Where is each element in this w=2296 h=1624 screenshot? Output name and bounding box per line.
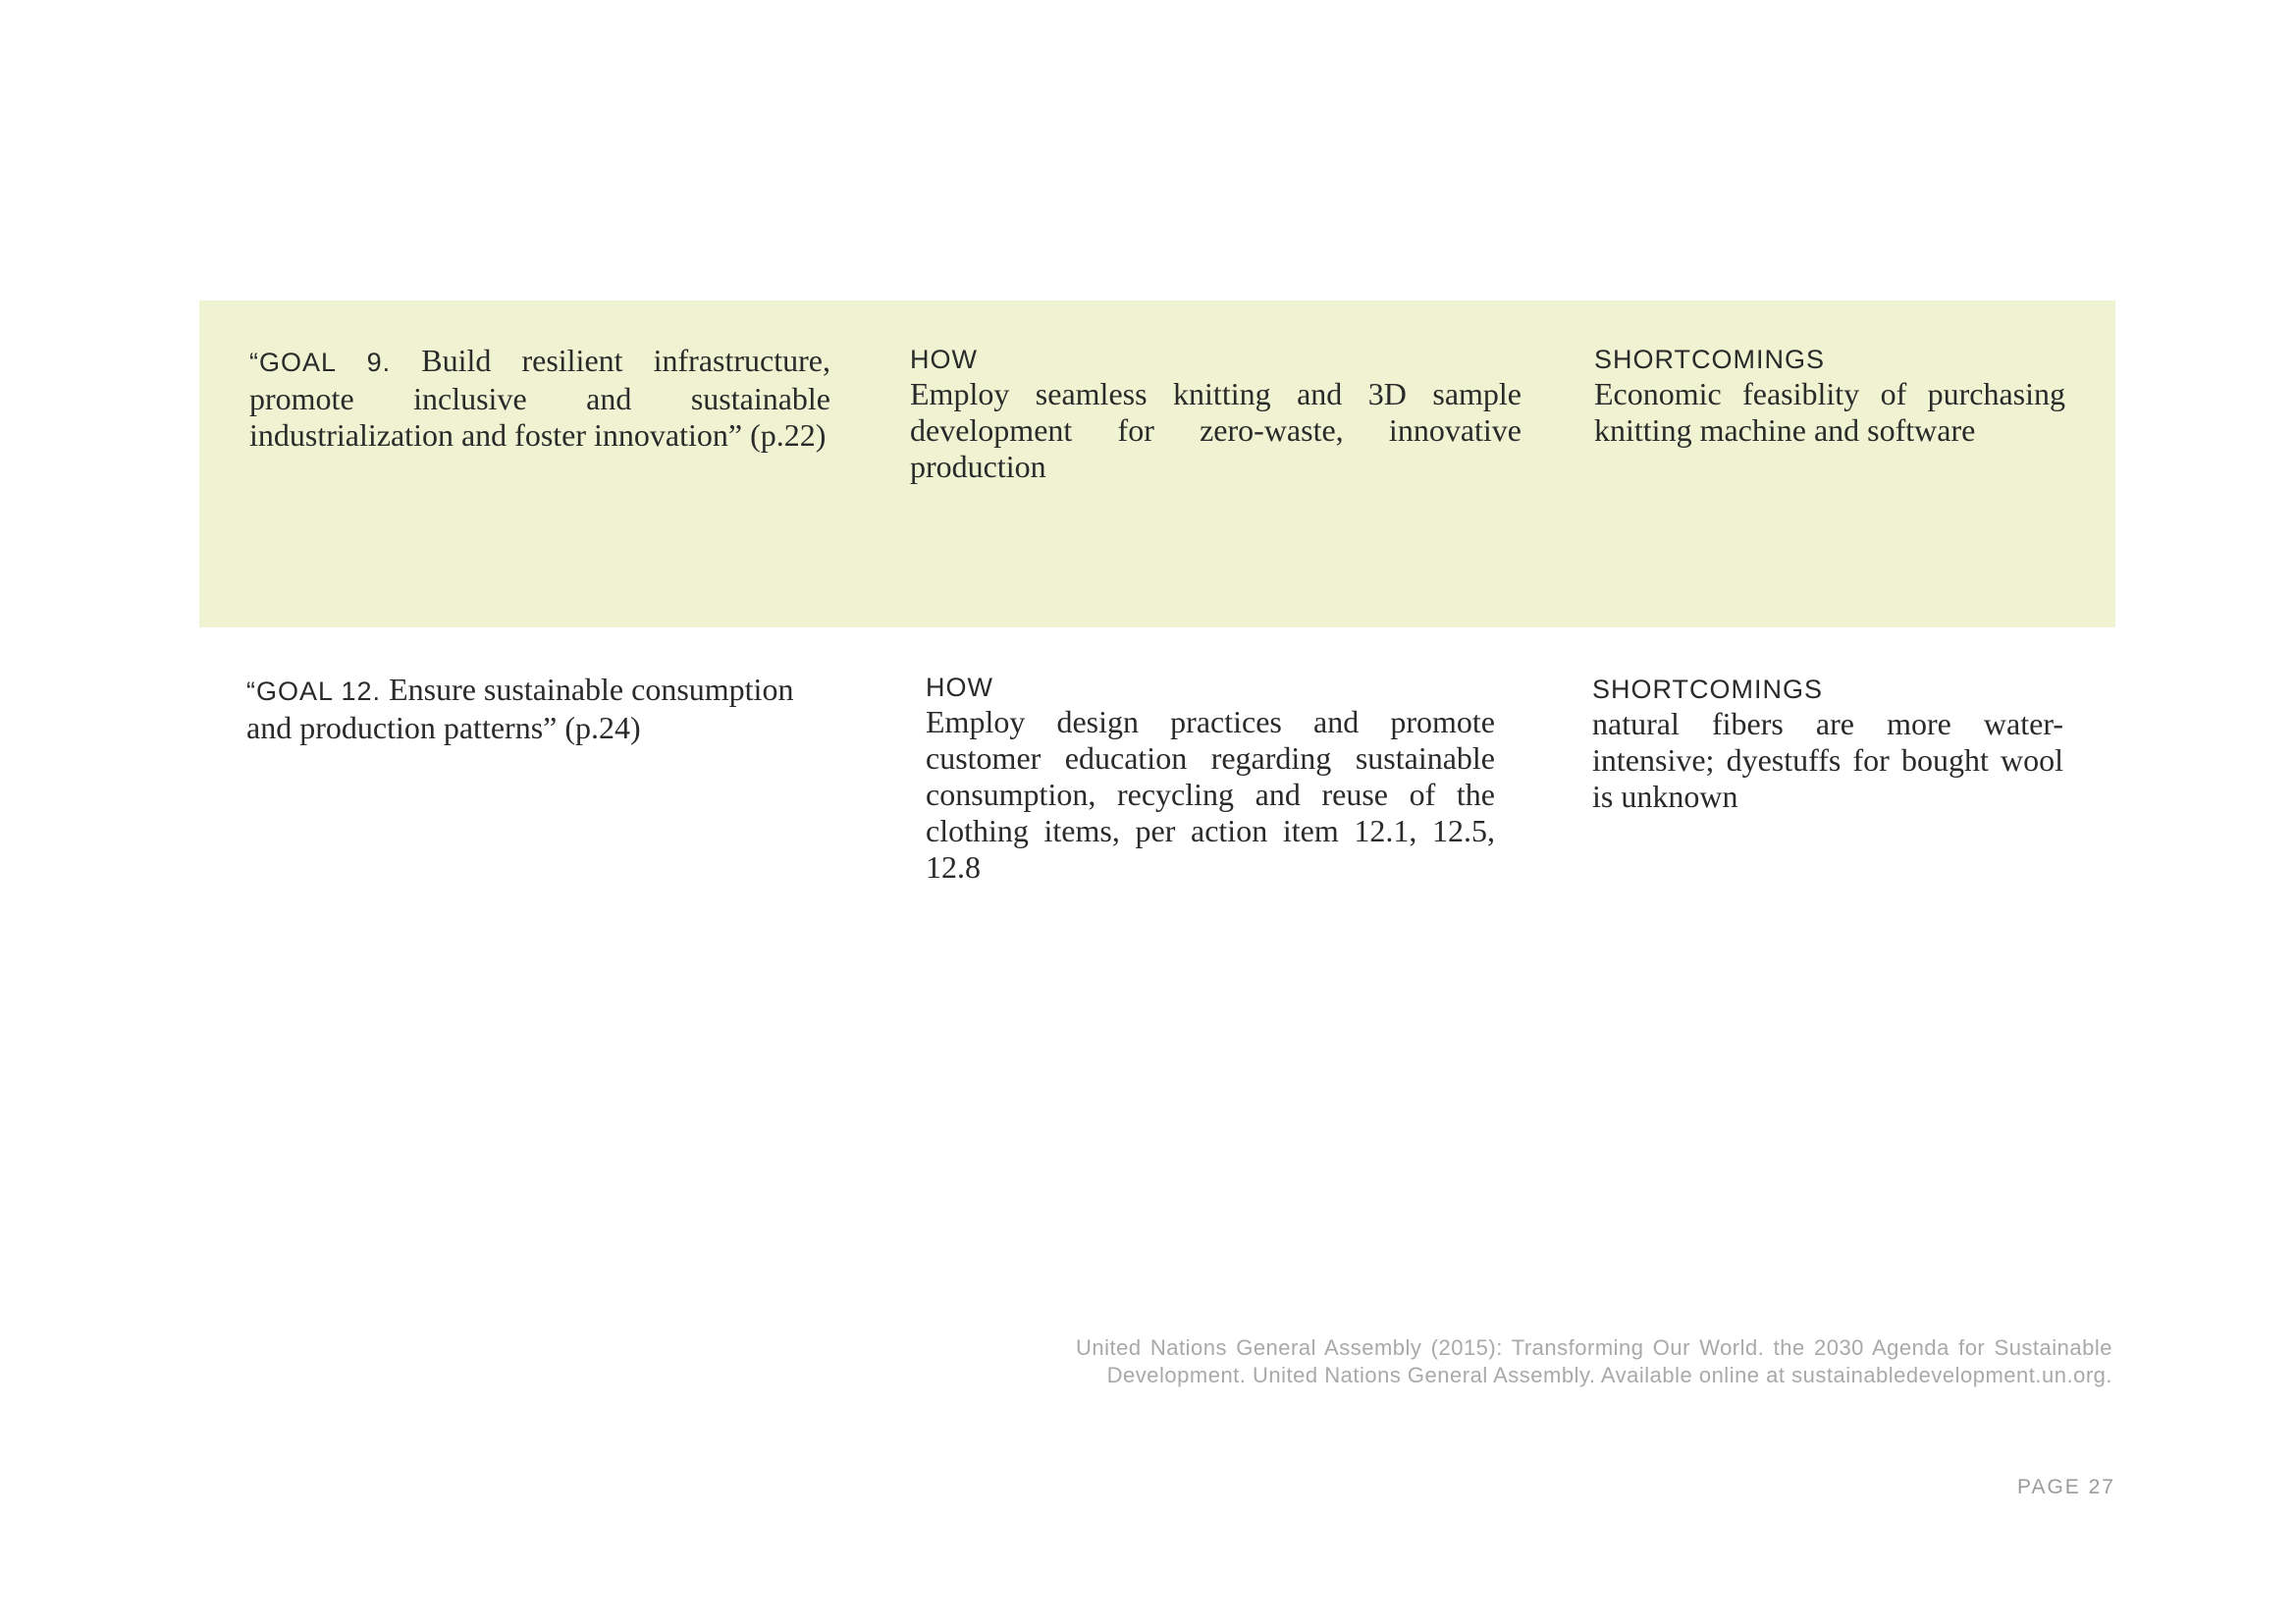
goal-9-shortcomings-text: Economic feasiblity of purchasing knitting machine and software <box>1594 376 2065 448</box>
goal-12-shortcomings-heading: SHORTCOMINGS <box>1592 675 1824 704</box>
goal-12-how-heading: HOW <box>926 673 993 702</box>
goal-12-how-text: Employ design practices and promote customer education regarding sustainable consumption, recycling and reuse of the clothing items, per action item 12.1, 12.5, 12.8 <box>926 704 1495 885</box>
goal-9-label: “GOAL 9. <box>249 348 392 377</box>
goal-9-shortcomings-heading: SHORTCOMINGS <box>1594 345 1826 374</box>
goal-9-statement <box>249 343 830 454</box>
goal-12-how <box>926 671 1495 886</box>
goal-12-text: Ensure sustainable consumption and production patterns” (p.24) <box>246 672 794 745</box>
goal-12-statement <box>246 672 831 746</box>
goal-12-shortcomings-text: natural fibers are more water-intensive; dyestuffs for bought wool is unknown <box>1592 706 2063 814</box>
source-citation: United Nations General Assembly (2015): Transforming Our World. the 2030 Agenda for Sustainable Development. United Nations General Assembly. Available online at sustainabledevelopment.un.org. <box>1076 1335 2112 1387</box>
goal-9-how-text: Employ seamless knitting and 3D sample development for zero-waste, innovative production <box>910 376 1522 484</box>
goal-9-text: Build resilient infrastructure, promote inclusive and sustainable industrialization and foster innovation” (p.22) <box>249 343 830 453</box>
goal-12-label: “GOAL 12. <box>246 677 382 706</box>
goal-9-how-heading: HOW <box>910 345 978 374</box>
page-number: PAGE 27 <box>2017 1476 2115 1498</box>
goal-9-how <box>910 343 1522 485</box>
goal-9-shortcomings <box>1594 343 2065 449</box>
goal-12-shortcomings <box>1592 673 2063 815</box>
